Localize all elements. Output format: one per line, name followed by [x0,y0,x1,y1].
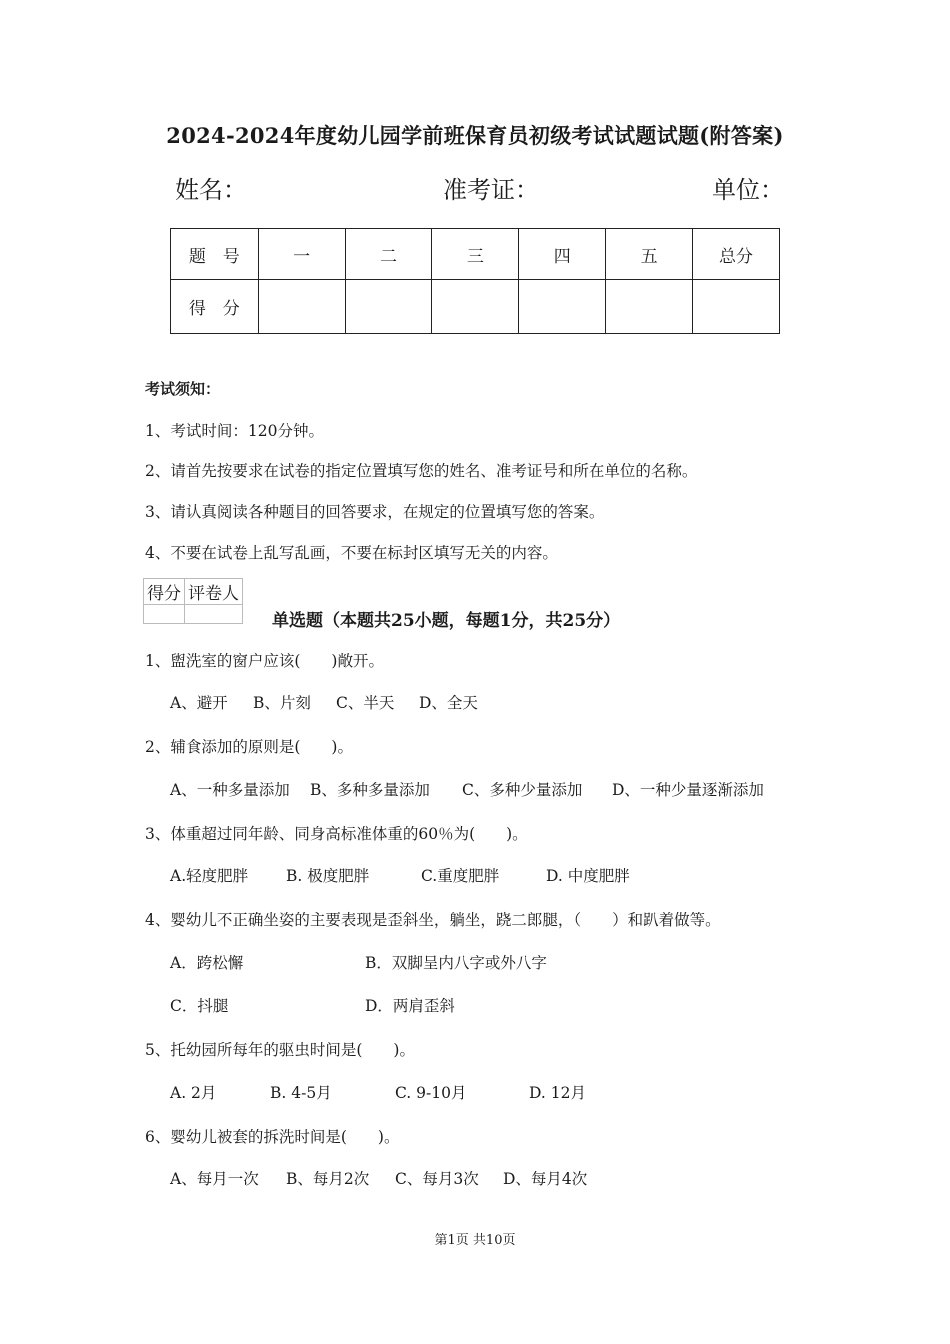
question-stem: 4、婴幼儿不正确坐姿的主要表现是歪斜坐，躺坐，跷二郎腿，（ ）和趴着做等。 [145,911,721,929]
option: A、避开 [170,694,228,712]
score-header-2: 二 [345,229,432,280]
grader-reviewer-label: 评卷人 [185,579,243,605]
score-cell [693,280,780,334]
option: C. 9-10月 [395,1084,467,1102]
option: C．抖腿 [170,997,229,1015]
option: D. 12月 [529,1084,586,1102]
option: D. 中度肥胖 [546,867,630,885]
option: D、全天 [419,694,478,712]
grader-score-label: 得分 [144,579,185,605]
grader-reviewer-cell [185,605,243,624]
option: A. 2月 [170,1084,217,1102]
question-stem: 6、婴幼儿被套的拆洗时间是( )。 [145,1128,400,1146]
option: C、半天 [336,694,395,712]
score-cell [345,280,432,334]
notice-item: 2、请首先按要求在试卷的指定位置填写您的姓名、准考证号和所在单位的名称。 [145,462,698,480]
notice-item: 4、不要在试卷上乱写乱画，不要在标封区填写无关的内容。 [145,544,558,562]
score-row-label: 得 分 [171,280,259,334]
option: D、每月4次 [503,1170,588,1188]
score-header-total: 总分 [693,229,780,280]
grader-box [143,578,243,624]
unit-label: 单位： [712,176,784,204]
option: B、每月2次 [286,1170,370,1188]
option: C.重度肥胖 [421,867,500,885]
option: D．两肩歪斜 [365,997,455,1015]
score-cell [432,280,519,334]
option: A．跨松懈 [170,954,244,972]
name-label: 姓名： [175,176,247,204]
score-header-5: 五 [606,229,693,280]
notice-item: 3、请认真阅读各种题目的回答要求，在规定的位置填写您的答案。 [145,503,605,521]
option: C、每月3次 [395,1170,479,1188]
notice-heading: 考试须知： [145,380,221,398]
page-footer: 第1页 共10页 [434,1233,516,1248]
option: B．双脚呈内八字或外八字 [365,954,547,972]
option: B、片刻 [253,694,311,712]
score-header-1: 一 [258,229,345,280]
score-header-4: 四 [519,229,606,280]
score-header-3: 三 [432,229,519,280]
option: B. 4-5月 [270,1084,332,1102]
option: B、多种多量添加 [310,781,430,799]
score-cell [258,280,345,334]
score-header-label: 题 号 [171,229,259,280]
option: A.轻度肥胖 [170,867,249,885]
question-stem: 5、托幼园所每年的驱虫时间是( )。 [145,1041,415,1059]
question-stem: 1、盥洗室的窗户应该( )敞开。 [145,652,384,670]
score-cell [519,280,606,334]
document-title: 2024-2024年度幼儿园学前班保育员初级考试试题试题(附答案) [166,123,784,148]
score-table [170,228,780,334]
question-stem: 3、体重超过同年龄、同身高标准体重的60％为( )。 [145,825,528,843]
notice-item: 1、考试时间：120分钟。 [145,422,324,440]
question-stem: 2、辅食添加的原则是( )。 [145,738,353,756]
section-title: 单选题（本题共25小题，每题1分，共25分） [272,611,621,631]
option: B. 极度肥胖 [286,867,370,885]
ticket-label: 准考证： [443,176,539,204]
option: A、一种多量添加 [170,781,290,799]
option: D、一种少量逐渐添加 [612,781,764,799]
grader-score-cell [144,605,185,624]
option: C、多种少量添加 [462,781,583,799]
option: A、每月一次 [170,1170,259,1188]
score-cell [606,280,693,334]
